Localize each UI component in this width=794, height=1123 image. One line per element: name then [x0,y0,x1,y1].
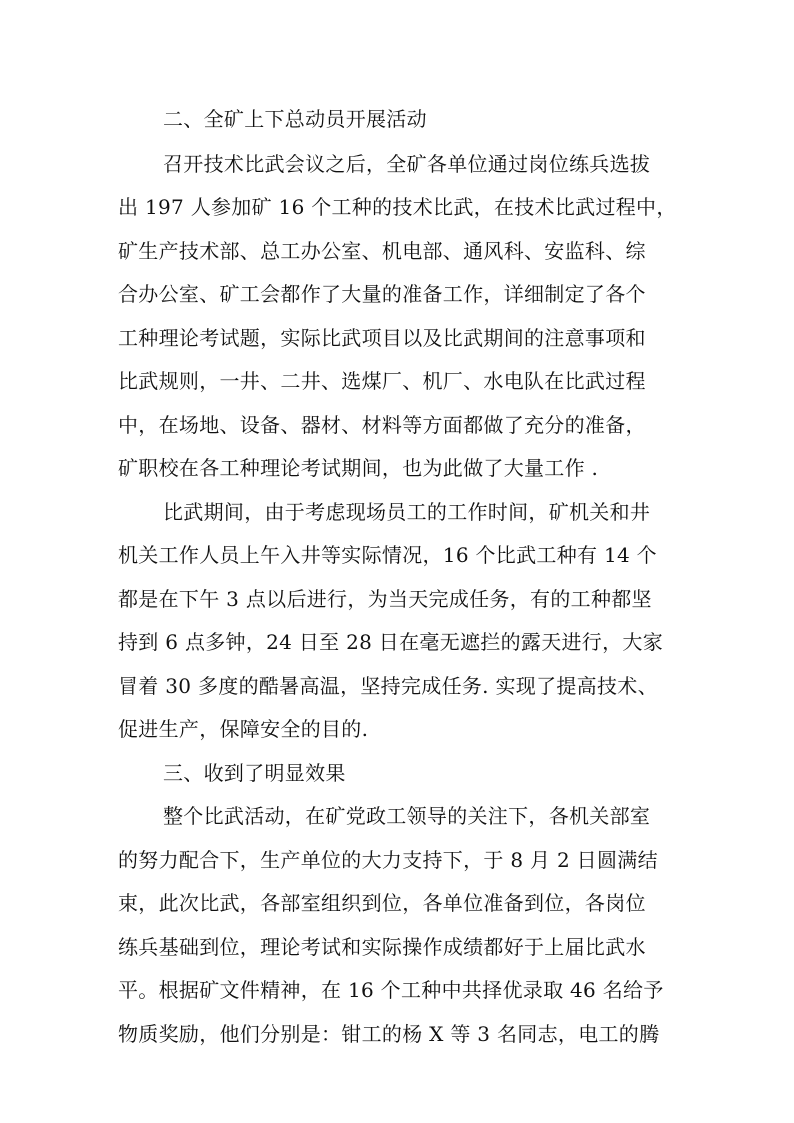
paragraph-line: 矿职校在各工种理论考试期间，也为此做了大量工作 . [118,456,599,480]
paragraph-line: 整个比武活动，在矿党政工领导的关注下，各机关部室 [163,804,651,828]
section-heading-2: 二、全矿上下总动员开展活动 [163,107,427,131]
paragraph-line: 矿生产技术部、总工办公室、机电部、通风科、安监科、综 [118,239,646,263]
paragraph-line: 冒着 30 多度的酷暑高温，坚持完成任务. 实现了提高技术、 [118,674,658,698]
paragraph-line: 物质奖励，他们分别是：钳工的杨 X 等 3 名同志，电工的腾 [118,1022,660,1046]
paragraph-line: 持到 6 点多钟，24 日至 28 日在毫无遮拦的露天进行，大家 [118,630,664,654]
paragraph-line: 比武期间，由于考虑现场员工的工作时间，矿机关和井 [163,500,651,524]
paragraph-line: 出 197 人参加矿 16 个工种的技术比武，在技术比武过程中， [118,195,677,219]
paragraph-line: 都是在下午 3 点以后进行，为当天完成任务，有的工种都坚 [118,587,652,611]
paragraph-line: 平。根据矿文件精神，在 16 个工种中共择优录取 46 名给予 [118,978,664,1002]
paragraph-line: 工种理论考试题，实际比武项目以及比武期间的注意事项和 [118,326,646,350]
paragraph-line: 束，此次比武，各部室组织到位，各单位准备到位，各岗位 [118,891,646,915]
paragraph-line: 练兵基础到位，理论考试和实际操作成绩都好于上届比武水 [118,935,646,959]
paragraph-line: 的努力配合下，生产单位的大力支持下，于 8 月 2 日圆满结 [118,848,658,872]
paragraph-line: 中，在场地、设备、器材、材料等方面都做了充分的准备， [118,413,646,437]
paragraph-line: 合办公室、矿工会都作了大量的准备工作，详细制定了各个 [118,282,646,306]
paragraph-line: 促进生产，保障安全的目的. [118,717,369,741]
paragraph-line: 机关工作人员上午入井等实际情况，16 个比武工种有 14 个 [118,543,657,567]
section-heading-3: 三、收到了明显效果 [163,761,346,785]
paragraph-line: 比武规则，一井、二井、选煤厂、机厂、水电队在比武过程 [118,369,646,393]
paragraph-line: 召开技术比武会议之后，全矿各单位通过岗位练兵选拔 [163,152,651,176]
